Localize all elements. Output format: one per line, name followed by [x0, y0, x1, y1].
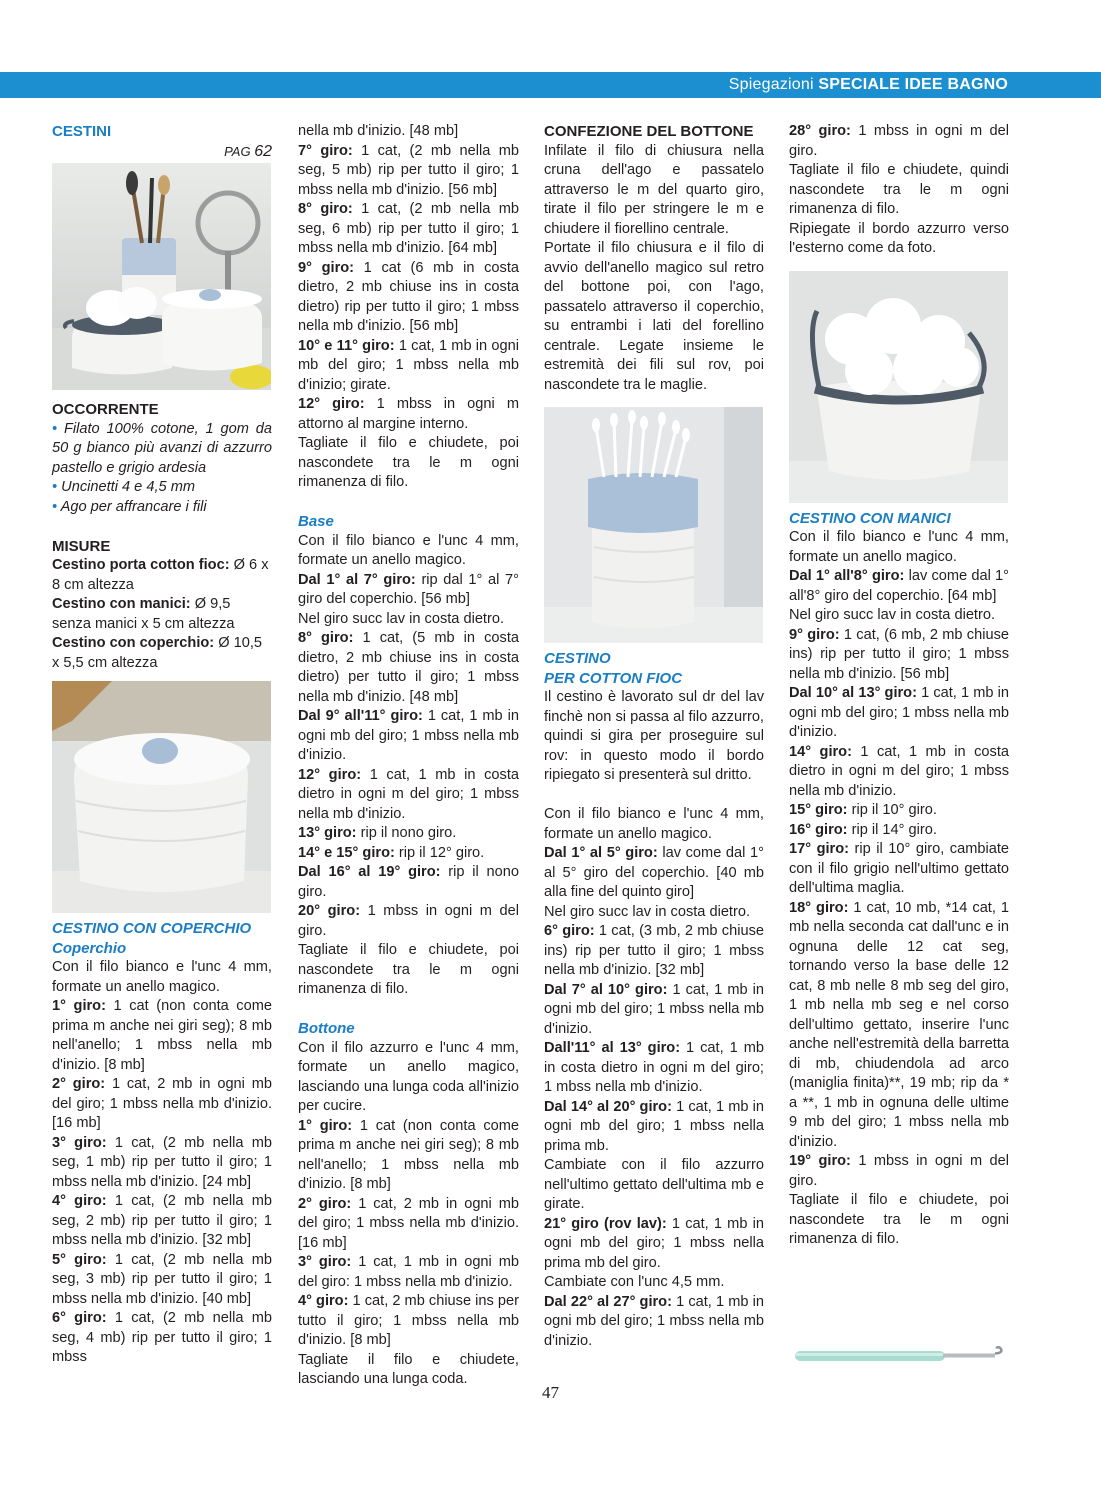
- page-reference: PAG 62: [224, 142, 272, 160]
- confezione-title: CONFEZIONE DEL BOTTONE: [544, 123, 754, 140]
- instruction-row: Tagliate il filo e chiudete, poi nascondete tra le m ogni rimanenza di filo.: [298, 942, 519, 997]
- coperchio-subtitle: Coperchio: [52, 939, 127, 957]
- instruction-row: 10° e 11° giro: 1 cat, 1 mb in ogni mb del giro; 1 mbss nella mb d'inizio; girate.: [298, 337, 519, 393]
- column-4: [789, 122, 1009, 1250]
- instruction-row: Con il filo bianco e l'unc 4 mm, formate un anello magico.: [544, 806, 764, 842]
- instruction-row: 7° giro: 1 cat, (2 mb nella mb seg, 5 mb) rip per tutto il giro; 1 mbss nella mb d'inizio. [56 mb]: [298, 142, 519, 198]
- instruction-row: Dal 22° al 27° giro: 1 cat, 1 mb in ogni mb del giro; 1 mbss nella mb d'inizio.: [544, 1293, 764, 1349]
- instruction-row: 9° giro: 1 cat, (6 mb, 2 mb chiuse ins) rip per tutto il giro; 1 mbss nella mb d'inizio. [56 mb]: [789, 626, 1009, 682]
- crochet-hook-illustration: [793, 1345, 1007, 1372]
- instruction-row: Tagliate il filo e chiudete, quindi nascondete tra le m ogni rimanenza di filo.: [789, 162, 1009, 217]
- banner-title: SPECIALE IDEE BAGNO: [818, 76, 1008, 93]
- banner-section: Spiegazioni: [728, 76, 814, 93]
- instruction-row: Nel giro succ lav in costa dietro.: [789, 607, 996, 623]
- instruction-row: Con il filo bianco e l'unc 4 mm, formate un anello magico.: [789, 529, 1009, 565]
- cotton-intro: Il cestino è lavorato sul dr del lav finchè non si passa al filo azzurro, quindi si gira per proseguire sul rov: in questo modo il bordo ripiegato si presenterà sul dritto.: [544, 689, 764, 783]
- confezione-paragraph: Portate il filo chiusura e il filo di avvio dell'anello magico sul retro del bottone poi, con l'ago, passatelo attraverso il coperchio, su entrambi i lati del forellino centrale. Legate insieme le estremità dei fili sul rov, poi nascondete tra le maglie.: [544, 240, 764, 393]
- instruction-row: Dal 1° al 7° giro: rip dal 1° al 7° giro del coperchio. [56 mb]: [298, 571, 519, 607]
- instruction-row: 14° e 15° giro: rip il 12° giro.: [298, 844, 485, 861]
- instruction-row: 9° giro: 1 cat (6 mb in costa dietro, 2 mb chiuse ins in costa dietro) rip per tutto il giro; 1 mbss nella mb d'inizio. [56 mb]: [298, 259, 519, 334]
- occorrente-item: • Filato 100% cotone, 1 gom da 50 g bianco più avanzi di azzurro pastello e grigio ardesia: [52, 420, 272, 476]
- column-3: [544, 122, 764, 1351]
- instruction-row: 1° giro: 1 cat (non conta come prima m anche nei giri seg); 8 mb nell'anello; 1 mbss nella mb d'inizio. [8 mb]: [298, 1117, 520, 1192]
- confezione-paragraph: Infilate il filo di chiusura nella cruna dell'ago e passatelo attraverso le m del quarto giro, tirate il filo per stringere le m e chiudere il fiorellino centrale.: [544, 142, 764, 237]
- instruction-row: Cambiate con il filo azzurro nell'ultimo gettato dell'ultima mb e girate.: [544, 1157, 764, 1212]
- instruction-row: Nel giro succ lav in costa dietro.: [544, 903, 751, 920]
- cestino-manici-title: CESTINO CON MANICI: [789, 509, 951, 527]
- instruction-row: 6° giro: 1 cat, (2 mb nella mb seg, 4 mb) rip per tutto il giro; 1 mbss: [52, 1310, 272, 1365]
- instruction-row: 5° giro: 1 cat, (2 mb nella mb seg, 3 mb) rip per tutto il giro; 1 mbss nella mb d'inizio. [40 mb]: [52, 1251, 272, 1307]
- cestino-coperchio-title: CESTINO CON COPERCHIO: [52, 920, 252, 937]
- instruction-row: Con il filo bianco e l'unc 4 mm, formate un anello magico.: [298, 532, 519, 568]
- cotton-title-line1: CESTINO: [544, 650, 611, 667]
- occorrente-item: • Ago per affrancare i fili: [52, 498, 207, 515]
- photo-cestini: [52, 163, 271, 390]
- instruction-row: Dal 1° all'8° giro: lav come dal 1° all'8° giro del coperchio. [64 mb]: [789, 568, 1009, 604]
- instruction-row: 4° giro: 1 cat, (2 mb nella mb seg, 2 mb) rip per tutto il giro; 1 mbss nella mb d'inizio. [32 mb]: [52, 1193, 272, 1248]
- bottone-title: Bottone: [298, 1020, 355, 1037]
- instruction-row: 17° giro: rip il 10° giro, cambiate con il filo grigio nell'ultimo gettato dell'ultima maglia.: [789, 841, 1009, 896]
- instruction-row: 2° giro: 1 cat, 2 mb in ogni mb del giro; 1 mbss nella mb d'inizio. [16 mb]: [298, 1195, 519, 1251]
- instruction-row: 14° giro: 1 cat, 1 mb in costa dietro in ogni m del giro; 1 mbss nella mb d'inizio.: [789, 743, 1009, 799]
- instruction-row: 8° giro: 1 cat, (5 mb in costa dietro, 2 mb chiuse ins in costa dietro) per tutto il giro; 1 mbss nella mb d'inizio. [48 mb]: [298, 630, 519, 705]
- instruction-row: Dall'11° al 13° giro: 1 cat, 1 mb in costa dietro in ogni m del giro; 1 mbss nella mb d'inizio.: [544, 1040, 764, 1095]
- instruction-row: Dal 7° al 10° giro: 1 cat, 1 mb in ogni mb del giro; 1 mbss nella mb d'inizio.: [544, 981, 764, 1037]
- occorrente-title: OCCORRENTE: [52, 401, 159, 418]
- instruction-row: Dal 14° al 20° giro: 1 cat, 1 mb in ogni mb del giro; 1 mbss nella prima mb.: [544, 1098, 764, 1154]
- instruction-row: 6° giro: 1 cat, (3 mb, 2 mb chiuse ins) rip per tutto il giro; 1 mbss nella mb d'inizio. [32 mb]: [544, 923, 764, 978]
- instruction-row: nella mb d'inizio. [48 mb]: [298, 123, 459, 139]
- instruction-row: Tagliate il filo e chiudete, lasciando una lunga coda.: [298, 1351, 519, 1387]
- occorrente-item: • Uncinetti 4 e 4,5 mm: [52, 479, 196, 495]
- instruction-row: 19° giro: 1 mbss in ogni m del giro.: [789, 1153, 1009, 1189]
- misura-item: Cestino con coperchio: Ø 10,5 x 5,5 cm altezza: [52, 635, 263, 671]
- cestini-title: CESTINI: [52, 123, 112, 140]
- instruction-row: 15° giro: rip il 10° giro.: [789, 802, 937, 818]
- instruction-row: Tagliate il filo e chiudete, poi nascondete tra le m ogni rimanenza di filo.: [298, 435, 519, 490]
- instruction-row: 21° giro (rov lav): 1 cat, 1 mb in ogni mb del giro; 1 mbss nella prima mb del giro.: [544, 1215, 764, 1271]
- page-number: 47: [542, 1383, 559, 1402]
- instruction-row: Dal 9° all'11° giro: 1 cat, 1 mb in ogni mb del giro; 1 mbss nella mb d'inizio.: [298, 708, 519, 763]
- instruction-row: 28° giro: 1 mbss in ogni m del giro.: [789, 123, 1009, 159]
- cotton-title-line2: PER COTTON FIOC: [544, 669, 683, 687]
- instruction-row: 12° giro: 1 cat, 1 mb in costa dietro in ogni m del giro; 1 mbss nella mb d'inizio.: [298, 766, 519, 822]
- misura-item: Cestino con manici: Ø 9,5 senza manici x 5 cm altezza: [52, 596, 235, 632]
- instruction-row: Dal 1° al 5° giro: lav come dal 1° al 5° giro del coperchio. [40 mb alla fine del quinto giro]: [544, 845, 764, 900]
- photo-cestino-cotton-fioc: [544, 407, 763, 643]
- base-title: Base: [298, 513, 334, 530]
- instruction-row: 2° giro: 1 cat, 2 mb in ogni mb del giro; 1 mbss nella mb d'inizio. [16 mb]: [52, 1076, 272, 1131]
- instruction-row: Dal 16° al 19° giro: rip il nono giro.: [298, 864, 519, 900]
- instruction-row: 18° giro: 1 cat, 10 mb, *14 cat, 1 mb nella seconda cat dall'unc e in ognuna delle 12 cat seg, tornando verso la base delle 12 cat, 8 mb nelle 8 mb seg del giro, 1 mb nella mb seg e nel corso dell'ultimo gettato, inserire l'unc anche nell'estremità della barretta di mb, chiudendola ad arco (maniglia finita)**, 19 mb; rip da * a **, 1 mb in ognuna delle ultime 9 mb del giro; 1 mbss nella mb d'inizio.: [789, 899, 1009, 1150]
- instruction-row: Cambiate con l'unc 4,5 mm.: [544, 1274, 725, 1290]
- instruction-row: 3° giro: 1 cat, (2 mb nella mb seg, 1 mb) rip per tutto il giro; 1 mbss nella mb d'inizio. [24 mb]: [52, 1134, 272, 1190]
- instruction-row: 16° giro: rip il 14° giro.: [789, 821, 937, 838]
- instruction-row: 13° giro: rip il nono giro.: [298, 825, 457, 841]
- misura-item: Cestino porta cotton fioc: Ø 6 x 8 cm altezza: [52, 557, 269, 593]
- instruction-row: Nel giro succ lav in costa dietro.: [298, 610, 505, 627]
- photo-cestino-manici: [789, 271, 1008, 503]
- instruction-row: 20° giro: 1 mbss in ogni m del giro.: [298, 903, 519, 939]
- instruction-row: Dal 10° al 13° giro: 1 cat, 1 mb in ogni mb del giro; 1 mbss nella mb d'inizio.: [789, 685, 1009, 740]
- instruction-row: Ripiegate il bordo azzurro verso l'esterno come da foto.: [789, 220, 1009, 256]
- misure-title: MISURE: [52, 537, 111, 555]
- column-1: [52, 122, 272, 1368]
- instruction-row: Tagliate il filo e chiudete, poi nascondete tra le m ogni rimanenza di filo.: [789, 1192, 1009, 1247]
- section-banner: [0, 72, 1101, 98]
- photo-cestino-coperchio: [52, 681, 271, 913]
- instruction-row: Con il filo azzurro e l'unc 4 mm, formate un anello magico, lasciando una lunga coda all'inizio per cucire.: [298, 1039, 519, 1114]
- instruction-row: 3° giro: 1 cat, 1 mb in ogni mb del giro: 1 mbss nella mb d'inizio.: [298, 1254, 519, 1290]
- instruction-row: 12° giro: 1 mbss in ogni m attorno al margine interno.: [298, 396, 519, 432]
- coperchio-intro: Con il filo bianco e l'unc 4 mm, formate un anello magico.: [52, 959, 272, 995]
- instruction-row: 8° giro: 1 cat, (2 mb nella mb seg, 6 mb) rip per tutto il giro; 1 mbss nella mb d'inizio. [64 mb]: [298, 201, 519, 256]
- instruction-row: 4° giro: 1 cat, 2 mb chiuse ins per tutto il giro; 1 mbss nella mb d'inizio. [8 mb]: [298, 1293, 520, 1348]
- column-2: [298, 122, 519, 1390]
- instruction-row: 1° giro: 1 cat (non conta come prima m anche nei giri seg); 8 mb nell'anello; 1 mbss nella mb d'inizio. [8 mb]: [52, 998, 272, 1073]
